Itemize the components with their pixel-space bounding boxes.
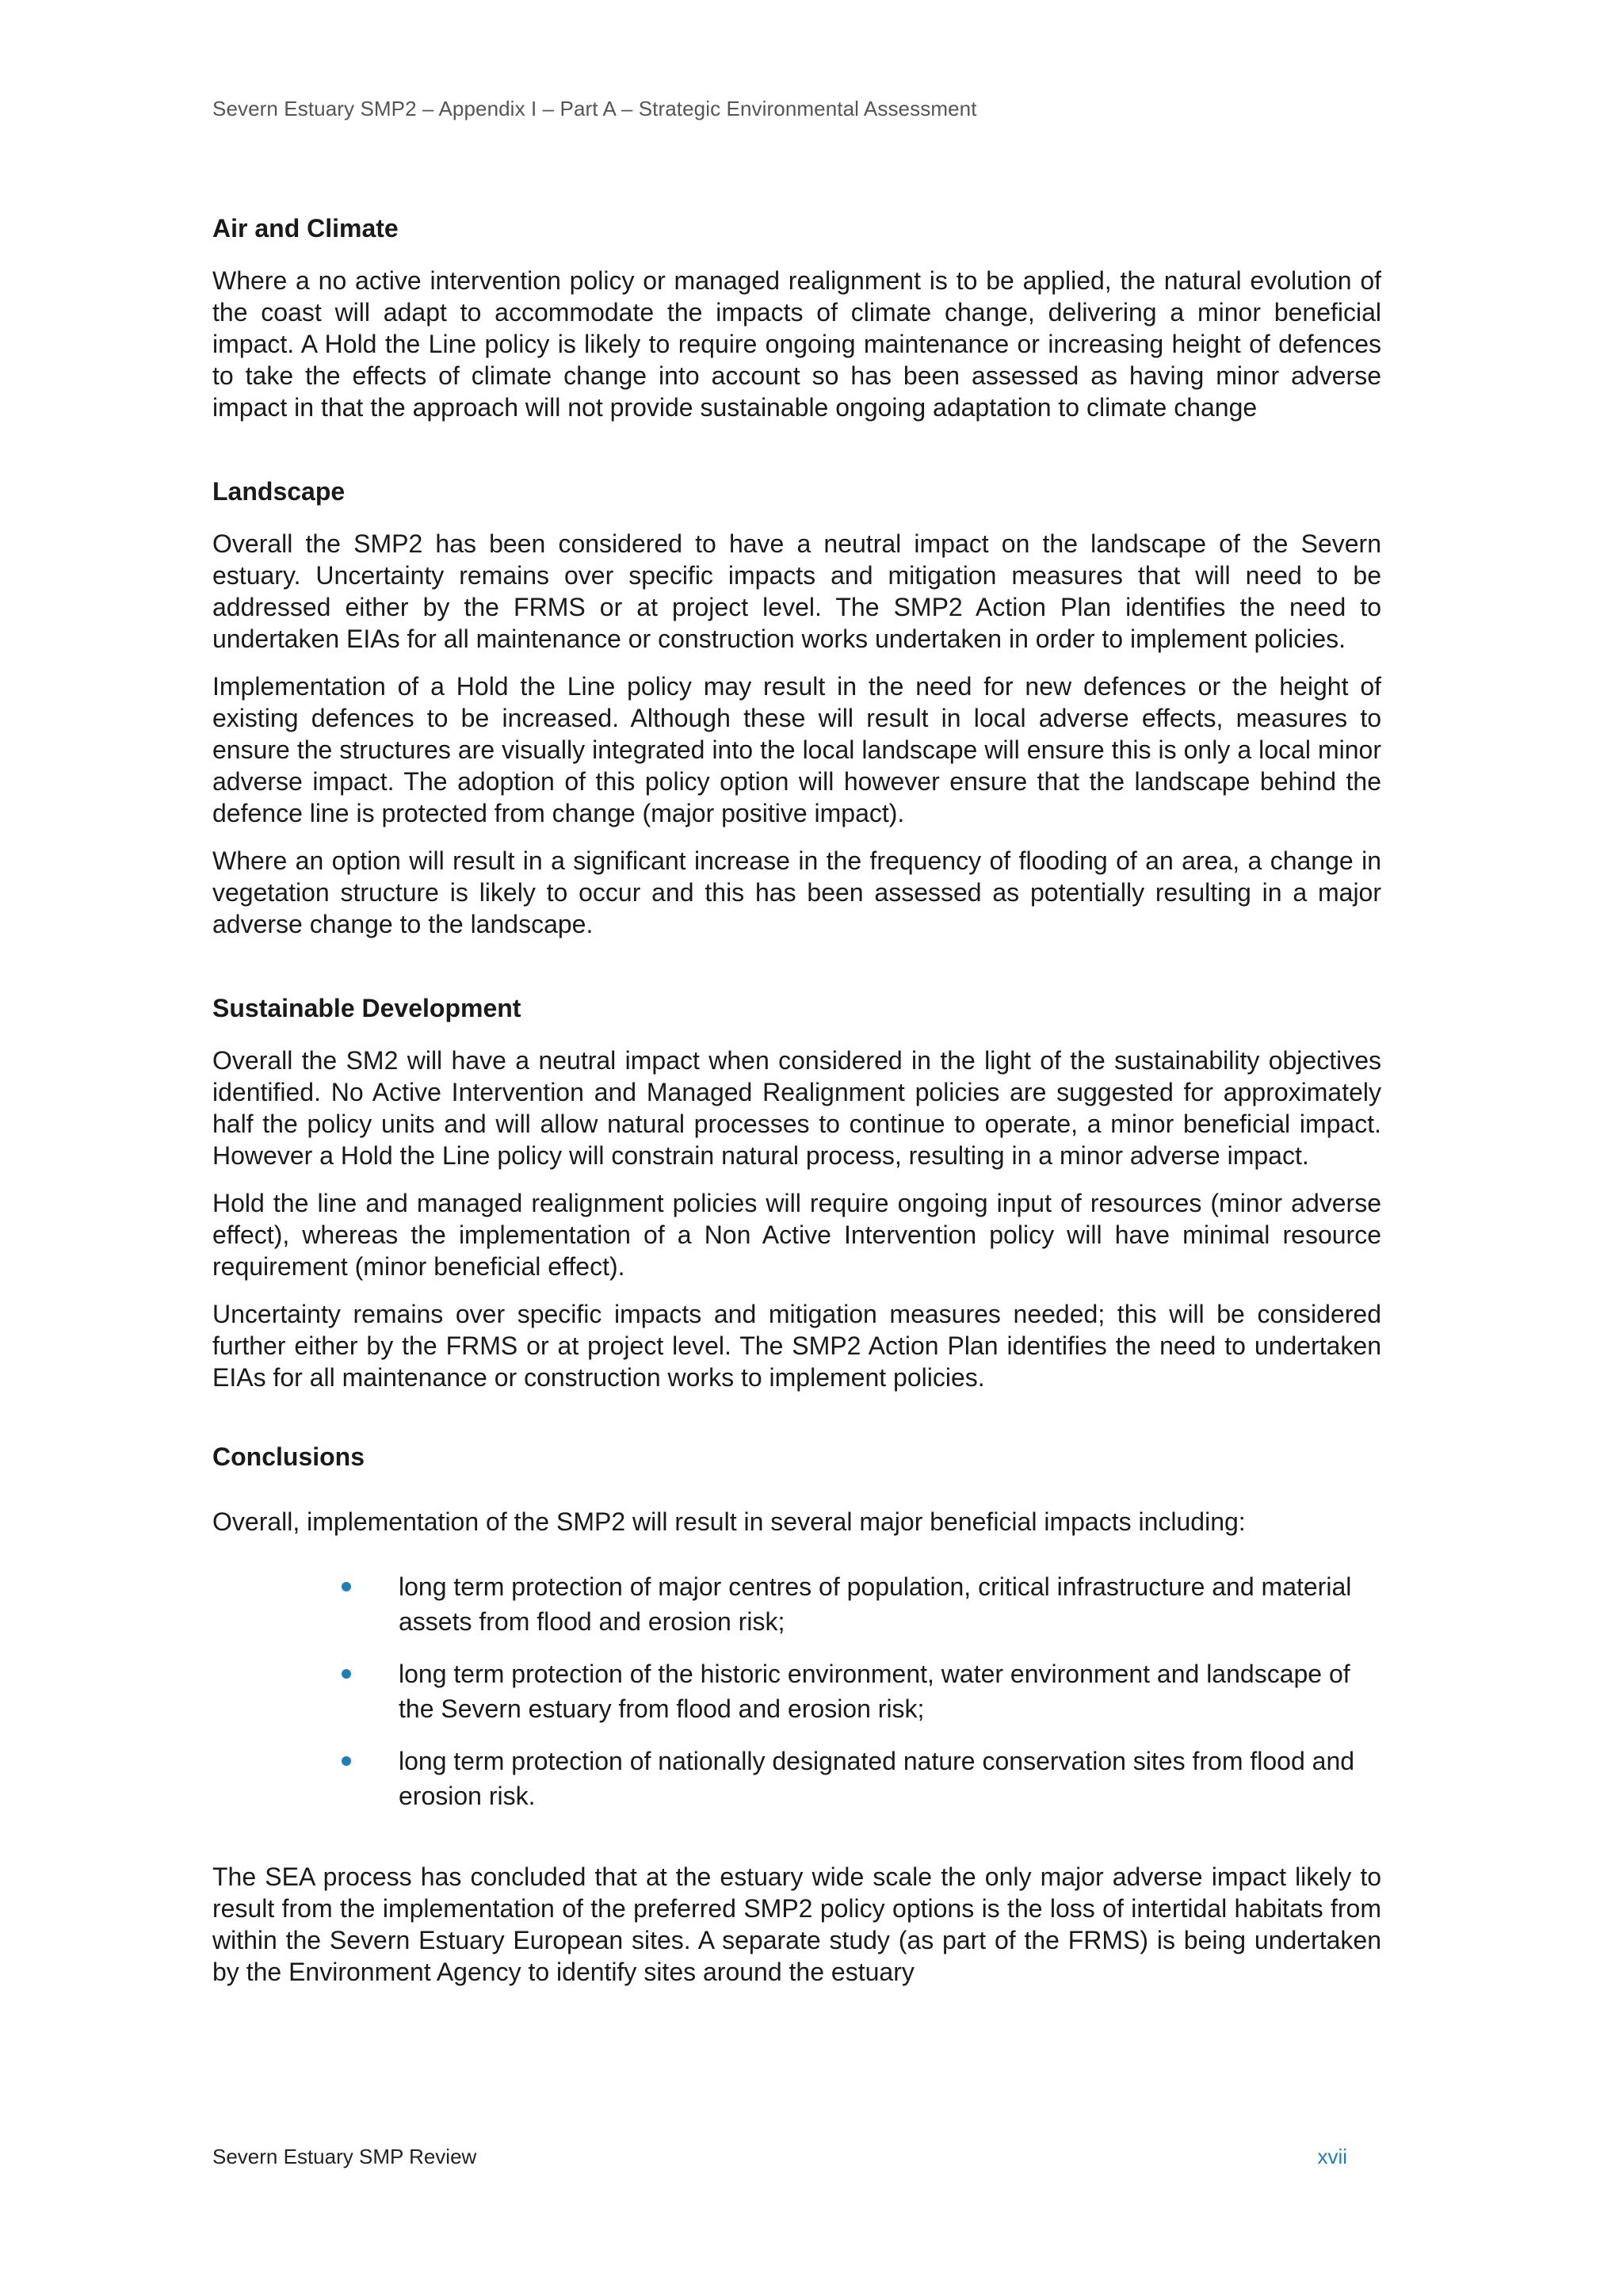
- paragraph: Overall the SMP2 has been considered to have a neutral impact on the landscape of the Severn estuary. Uncertainty remains over specific impacts and mitigation measures that will need to be addressed either by the FRMS or at project level. The SMP2 Action Plan identifies the need to undertaken EIAs for all maintenance or construction works undertaken in order to implement policies.: [212, 529, 1381, 653]
- list-item-text: long term protection of nationally designated nature conservation sites from flood and erosion risk.: [399, 1747, 1355, 1810]
- bullet-icon: [342, 1756, 351, 1766]
- paragraph: Where a no active intervention policy or managed realignment is to be applied, the natural evolution of the coast will adapt to accommodate the impacts of climate change, delivering a minor beneficial impact. A Hold the Line policy is likely to require ongoing maintenance or increasing height of defences to take the effects of climate change into account so has been assessed as having minor adverse impact in that the approach will not provide sustainable ongoing adaptation to climate change: [212, 266, 1381, 422]
- paragraph: Where an option will result in a significant increase in the frequency of flooding of an area, a change in vegetation structure is likely to occur and this has been assessed as potentially resulting in a major adverse change to the landscape.: [212, 846, 1381, 938]
- section-sustainable-development: [212, 992, 1381, 1393]
- conclusions-closing-paragraph: The SEA process has concluded that at the estuary wide scale the only major adverse impact likely to result from the implementation of the preferred SMP2 policy options is the loss of intertidal habitats from within the Severn Estuary European sites. A separate study (as part of the FRMS) is being undertaken by the Environment Agency to identify sites around the estuary: [212, 1862, 1381, 1986]
- section-heading-sustainable-development: Sustainable Development: [212, 994, 521, 1022]
- list-item: [399, 1656, 1381, 1726]
- paragraph: Implementation of a Hold the Line policy may result in the need for new defences or the height of existing defences to be increased. Although these will result in local adverse effects, measures to ensure the structures are visually integrated into the local landscape will ensure this is only a local minor adverse impact. The adoption of this policy option will however ensure that the landscape behind the defence line is protected from change (major positive impact).: [212, 672, 1381, 827]
- paragraph: Hold the line and managed realignment policies will require ongoing input of resources (minor adverse effect), whereas the implementation of a Non Active Intervention policy will have minimal resource requirement (minor beneficial effect).: [212, 1189, 1381, 1281]
- section-conclusions: [212, 1441, 1381, 1988]
- section-heading-landscape: Landscape: [212, 477, 346, 506]
- page-footer: [212, 2145, 1347, 2169]
- bullet-icon: [342, 1669, 351, 1679]
- conclusions-bullet-list: [212, 1569, 1381, 1813]
- list-item-text: long term protection of the historic environment, water environment and landscape of the Severn estuary from flood and erosion risk;: [399, 1660, 1350, 1723]
- bullet-icon: [342, 1582, 351, 1591]
- section-landscape: [212, 476, 1381, 940]
- section-heading-conclusions: Conclusions: [212, 1442, 365, 1471]
- page-number: xvii: [1317, 2145, 1347, 2168]
- footer-document-title: Severn Estuary SMP Review: [212, 2145, 477, 2168]
- page-header: Severn Estuary SMP2 – Appendix I – Part A – Strategic Environmental Assessment: [212, 97, 977, 120]
- paragraph: Uncertainty remains over specific impacts and mitigation measures needed; this will be considered further either by the FRMS or at project level. The SMP2 Action Plan identifies the need to undertaken EIAs for all maintenance or construction works to implement policies.: [212, 1300, 1381, 1392]
- paragraph: Overall the SM2 will have a neutral impact when considered in the light of the sustainability objectives identified. No Active Intervention and Managed Realignment policies are suggested for approximately half the policy units and will allow natural processes to continue to operate, a minor beneficial impact. However a Hold the Line policy will constrain natural process, resulting in a minor adverse impact.: [212, 1046, 1381, 1170]
- conclusions-intro: Overall, implementation of the SMP2 will result in several major beneficial impacts including:: [212, 1507, 1246, 1536]
- document-body: [212, 212, 1381, 2004]
- list-item-text: long term protection of major centres of population, critical infrastructure and material assets from flood and erosion risk;: [399, 1572, 1352, 1636]
- list-item: [399, 1744, 1381, 1813]
- list-item: [399, 1569, 1381, 1639]
- section-heading-air-and-climate: Air and Climate: [212, 214, 399, 243]
- section-air-and-climate: [212, 212, 1381, 423]
